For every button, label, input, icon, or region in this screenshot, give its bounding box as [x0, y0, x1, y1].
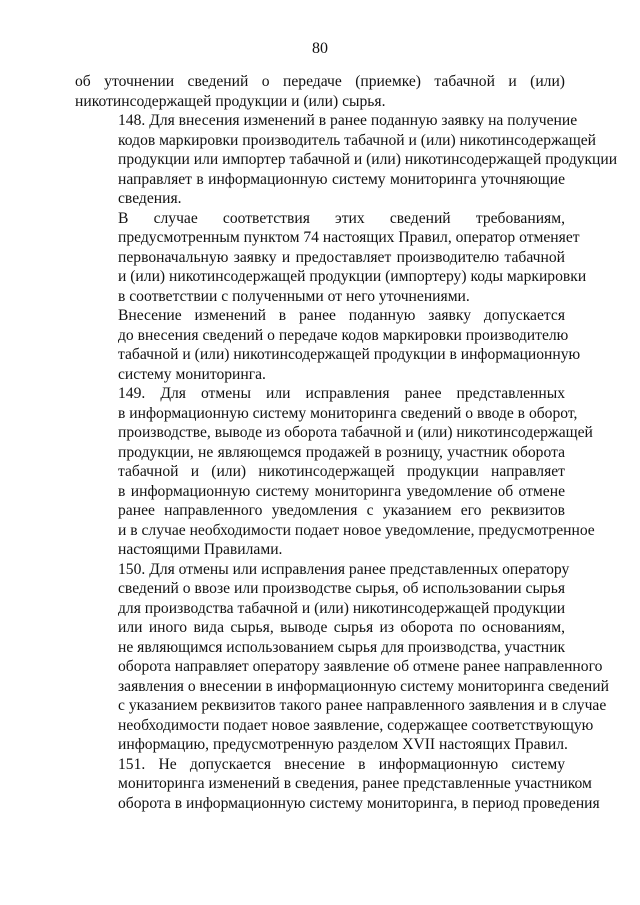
text-line: 151. Не допускается внесение в информационную систему: [118, 755, 565, 773]
text-line: и (или) никотинсодержащей продукции (импортеру) коды маркировки: [118, 268, 587, 285]
text-line: направляет в информационную систему мониторинга уточняющие: [118, 170, 565, 188]
text-line: заявления о внесении в информационную систему мониторинга сведений: [118, 677, 609, 695]
text-line: в соответствии с полученными от него уточнениями.: [118, 287, 470, 305]
text-line: до внесения сведений о передаче кодов маркировки производителю: [118, 326, 569, 344]
text-line: 149. Для отмены или исправления ранее представленных: [118, 385, 565, 402]
text-line: не являющимся использованием сырья для производства, участник: [118, 638, 566, 656]
text-line: кодов маркировки производитель табачной и (или) никотинсодержащей: [118, 131, 596, 149]
text-line: информацию, предусмотренную разделом XVII настоящих Правил.: [118, 736, 568, 753]
text-line: или иного вида сырья, выводе сырья из оборота по основаниям,: [118, 619, 565, 636]
paragraph: [75, 560, 609, 755]
paragraph: [75, 209, 587, 307]
page-number: 80: [312, 40, 328, 57]
paragraph: [75, 111, 618, 209]
paragraph: [75, 755, 600, 814]
text-line: Внесение изменений в ранее поданную заявку допускается: [118, 307, 565, 324]
text-line: систему мониторинга.: [118, 365, 266, 383]
paragraph: [75, 72, 565, 111]
text-line: табачной и (или) никотинсодержащей продукции в информационную: [118, 346, 581, 363]
document-body: [75, 72, 618, 813]
text-line: предусмотренным пунктом 74 настоящих Правил, оператор отменяет: [118, 229, 580, 246]
text-line: табачной и (или) никотинсодержащей продукции направляет: [118, 463, 565, 480]
text-line: никотинсодержащей продукции и (или) сырья.: [75, 92, 386, 110]
text-line: производстве, выводе из оборота табачной и (или) никотинсодержащей: [118, 424, 593, 441]
text-line: 148. Для внесения изменений в ранее поданную заявку на получение: [118, 112, 578, 129]
text-line: ранее направленного уведомления с указанием его реквизитов: [118, 502, 565, 519]
text-line: первоначальную заявку и предоставляет производителю табачной: [118, 248, 565, 266]
text-line: в информационную систему мониторинга сведений о вводе в оборот,: [118, 404, 578, 422]
text-line: оборота направляет оператору заявление об отмене ранее направленного: [118, 658, 603, 675]
text-line: оборота в информационную систему мониторинга, в период проведения: [118, 794, 600, 812]
text-line: мониторинга изменений в сведения, ранее представленные участником: [118, 775, 592, 792]
text-line: продукции, не являющемся продажей в розницу, участник оборота: [118, 443, 565, 461]
text-line: 150. Для отмены или исправления ранее представленных оператору: [118, 560, 570, 578]
text-line: с указанием реквизитов такого ранее направленного заявления и в случае: [118, 697, 607, 714]
paragraph: [75, 384, 595, 560]
text-line: продукции или импортер табачной и (или) никотинсодержащей продукции: [118, 151, 618, 168]
text-line: для производства табачной и (или) никотинсодержащей продукции: [118, 599, 566, 617]
text-line: и в случае необходимости подает новое уведомление, предусмотренное: [118, 521, 595, 539]
text-line: сведения.: [118, 190, 182, 207]
text-line: об уточнении сведений о передаче (приемке) табачной и (или): [75, 73, 565, 90]
paragraph: [75, 306, 581, 384]
text-line: сведений о ввозе или производстве сырья, об использовании сырья: [118, 580, 565, 597]
text-line: настоящими Правилами.: [118, 541, 283, 558]
text-line: в информационную систему мониторинга уведомление об отмене: [118, 482, 565, 500]
text-line: В случае соответствия этих сведений требованиям,: [118, 209, 565, 227]
text-line: необходимости подает новое заявление, содержащее соответствующую: [118, 716, 594, 734]
